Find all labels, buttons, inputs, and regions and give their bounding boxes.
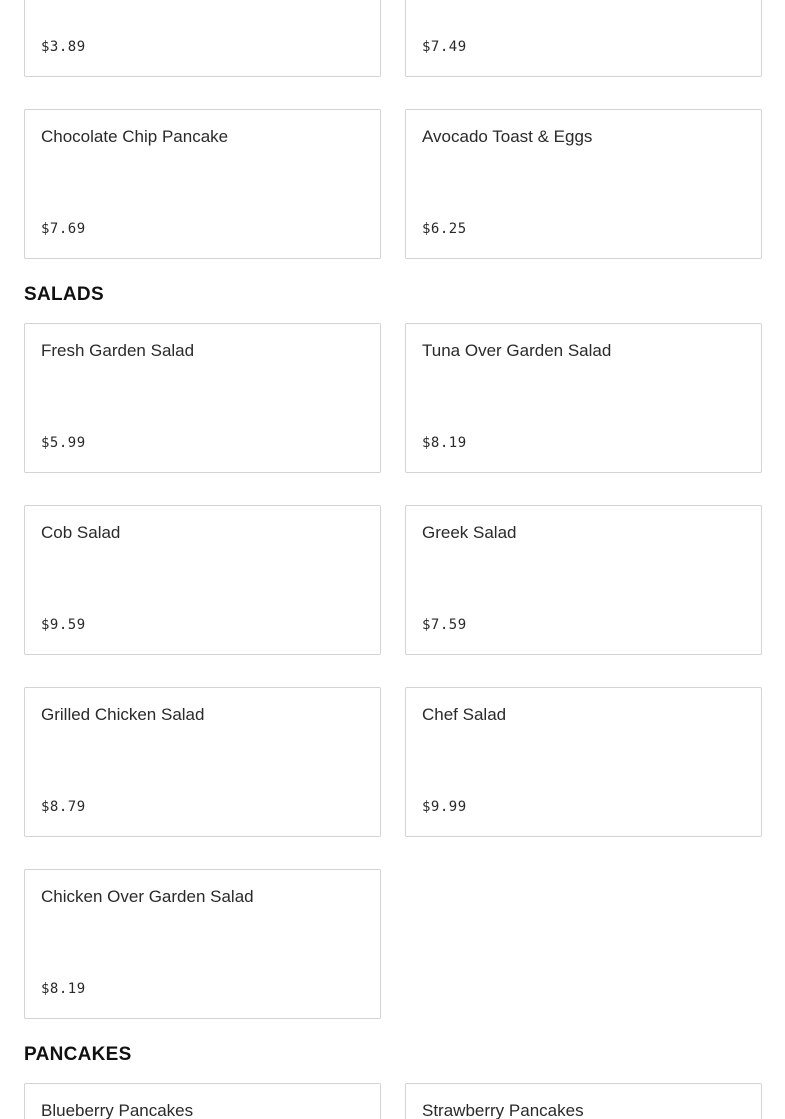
menu-item-card[interactable] [24, 109, 381, 259]
menu-item-card[interactable] [24, 869, 381, 1019]
menu-item-card[interactable] [405, 0, 762, 77]
menu-item-name: Chef Salad [422, 705, 507, 724]
menu-item-card[interactable] [24, 0, 381, 77]
menu-item-price: $8.19 [422, 435, 467, 451]
section-title-salads: SALADS [24, 284, 104, 305]
menu-item-card[interactable] [24, 687, 381, 837]
menu-item-card[interactable] [405, 687, 762, 837]
menu-item-card[interactable] [405, 323, 762, 473]
menu-item-price: $9.59 [41, 617, 86, 633]
menu-item-price: $3.89 [41, 39, 86, 55]
menu-item-name: Blueberry Pancakes [41, 1101, 194, 1119]
menu-item-name: Chocolate Chip Pancake [41, 127, 229, 146]
menu-item-card[interactable] [24, 505, 381, 655]
menu-item-card[interactable] [24, 323, 381, 473]
menu-item-name: Fresh Garden Salad [41, 341, 195, 360]
menu-item-name: Strawberry Pancakes [422, 1101, 584, 1119]
menu-item-name: Chicken Over Garden Salad [41, 887, 254, 906]
menu-item-price: $8.19 [41, 981, 86, 997]
menu-item-name: Cob Salad [41, 523, 121, 542]
menu-item-card[interactable] [405, 1083, 762, 1119]
menu-item-price: $7.59 [422, 617, 467, 633]
menu-item-name: Grilled Chicken Salad [41, 705, 205, 724]
section-title-pancakes: PANCAKES [24, 1044, 132, 1065]
menu-item-name: Avocado Toast & Eggs [422, 127, 593, 146]
menu-item-price: $6.25 [422, 221, 467, 237]
menu-item-price: $7.69 [41, 221, 86, 237]
menu-item-name: Greek Salad [422, 523, 517, 542]
menu-item-price: $9.99 [422, 799, 467, 815]
menu-item-card[interactable] [24, 1083, 381, 1119]
menu-item-price: $5.99 [41, 435, 86, 451]
menu-item-card[interactable] [405, 505, 762, 655]
menu-item-price: $8.79 [41, 799, 86, 815]
menu-item-card[interactable] [405, 109, 762, 259]
menu-item-price: $7.49 [422, 39, 467, 55]
menu-item-name: Tuna Over Garden Salad [422, 341, 612, 360]
